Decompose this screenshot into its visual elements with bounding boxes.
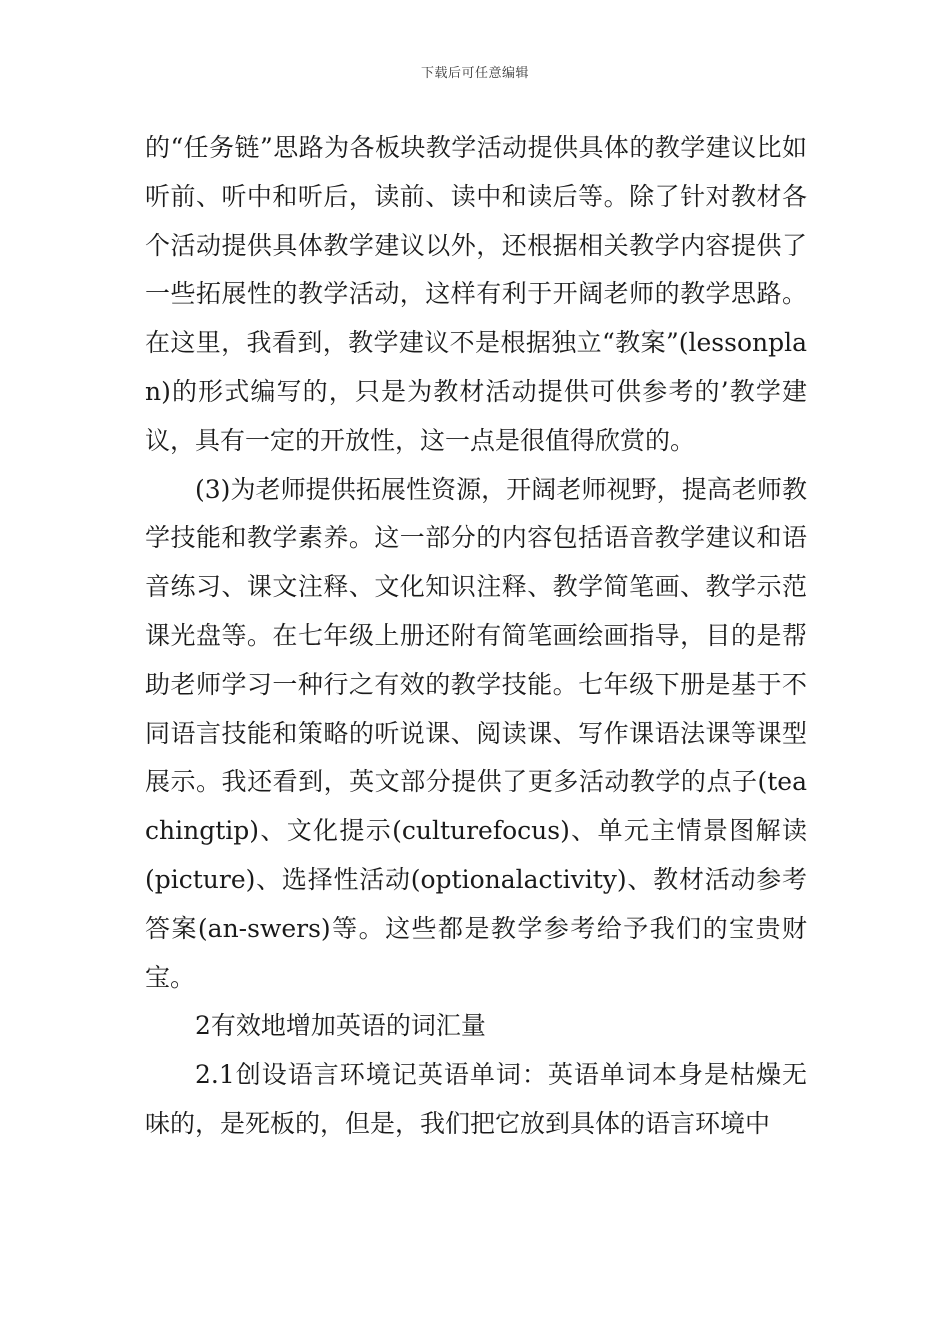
paragraph-language-environment: 2.1创设语言环境记英语单词：英语单词本身是枯燥无味的，是死板的，但是，我们把它放到具体的语言环境中 [145,1060,807,1138]
paragraph-teaching-suggestions: 的“任务链”思路为各板块教学活动提供具体的教学建议比如听前、听中和听后，读前、读中和读后等。除了针对教材各个活动提供具体教学建议以外，还根据相关教学内容提供了一些拓展性的教学活动，这样有利于开阔老师的教学思路。在这里，我看到，教学建议不是根据独立“教案”(lessonplan)的形式编写的，只是为教材活动提供可供参考的’教学建议，具有一定的开放性，这一点是很值得欣赏的。 [145,133,807,455]
paragraph-extended-resources: (3)为老师提供拓展性资源，开阔老师视野，提高老师教学技能和教学素养。这一部分的内容包括语音教学建议和语音练习、课文注释、文化知识注释、教学简笔画、教学示范课光盘等。在七年级上册还附有简笔画绘画指导，目的是帮助老师学习一种行之有效的教学技能。七年级下册是基于不同语言技能和策略的听说课、阅读课、写作课语法课等课型展示。我还看到，英文部分提供了更多活动教学的点子(teachingtip)、文化提示(culturefocus)、单元主情景图解读(picture)、选择性活动(optionalactivity)、教材活动参考答案(an-swers)等。这些都是教学参考给予我们的宝贵财宝。 [145,474,807,992]
section-heading-vocabulary: 2有效地增加英语的词汇量 [195,1011,486,1041]
page-header-note: 下载后可任意编辑 [420,66,529,81]
document-body [145,124,807,1149]
